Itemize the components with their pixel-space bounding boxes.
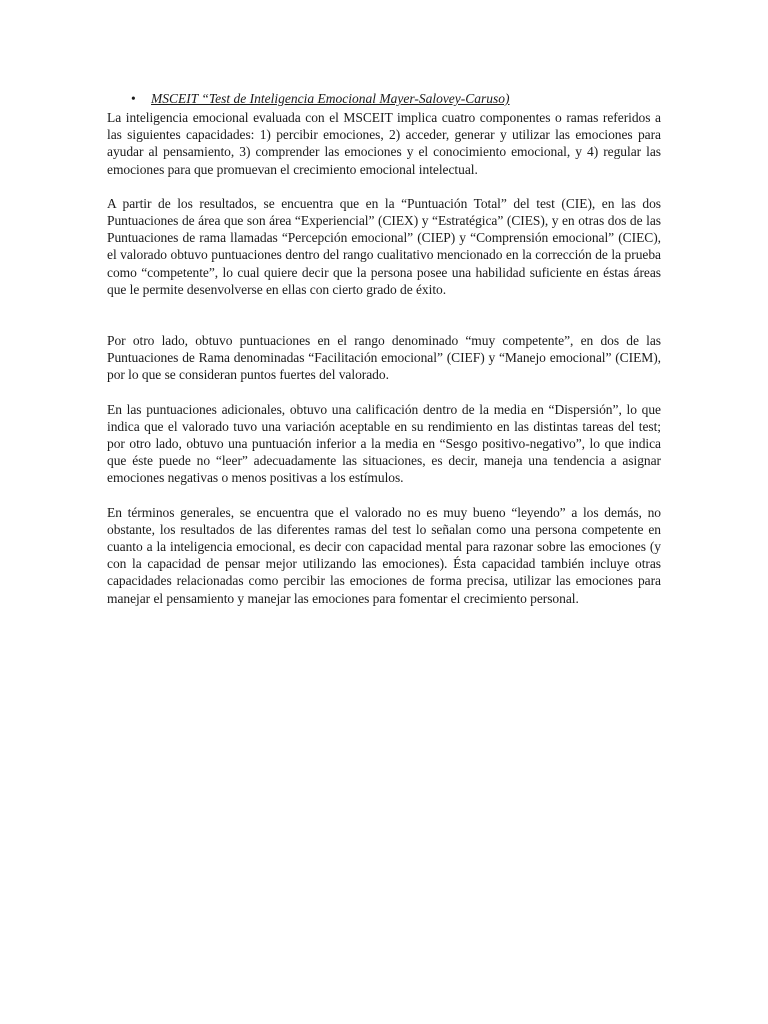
bullet-item [131,89,661,109]
section-title: MSCEIT “Test de Inteligencia Emocional Mayer-Salovey-Caruso) [151,91,510,106]
paragraph-spacer [107,178,661,195]
paragraph-intro: La inteligencia emocional evaluada con el MSCEIT implica cuatro componentes o ramas referidos a las siguientes capacidades: 1) percibir emociones, 2) acceder, generar y utilizar las emociones para ayudar al pensamiento, 3) comprender las emociones y el conocimiento emocional, y 4) regular las emociones para que promuevan el crecimiento emocional intelectual. [107,110,661,177]
paragraph-spacer [107,298,661,332]
paragraph-spacer [107,384,661,401]
paragraph-very-competent: Por otro lado, obtuvo puntuaciones en el rango denominado “muy competente”, en dos de las Puntuaciones de Rama denominadas “Facilitación emocional” (CIEF) y “Manejo emocional” (CIEM), por lo que se consideran puntos fuertes del valorado. [107,333,661,383]
paragraph-spacer [107,487,661,504]
paragraph-results: A partir de los resultados, se encuentra que en la “Puntuación Total” del test (CIE), en las dos Puntuaciones de área que son área “Experiencial” (CIEX) y “Estratégica” (CIES), y en otras dos de las Puntuaciones de rama llamadas “Percepción emocional” (CIEP) y “Comprensión emocional” (CIEC), el valorado obtuvo puntuaciones dentro del rango cualitativo mencionado en la corrección de la prueba como “competente”, lo cual quiere decir que la persona posee una habilidad suficiente en éstas áreas que le permite desenvolverse en ellas con cierto grado de éxito. [107,195,661,297]
bullet-icon: • [131,91,136,106]
paragraph-conclusion: En términos generales, se encuentra que el valorado no es muy bueno “leyendo” a los demás, no obstante, los resultados de las diferentes ramas del test lo señalan como una persona competente en cuanto a la inteligencia emocional, es decir con capacidad mental para razonar sobre las emociones (y con la capacidad de pensar mejor utilizando las emociones). Ésta capacidad también incluye otras capacidades relacionadas como percibir las emociones de forma precisa, utilizar las emociones para manejar el pensamiento y manejar las emociones para fomentar el crecimiento personal. [107,504,661,606]
paragraph-additional-scores: En las puntuaciones adicionales, obtuvo una calificación dentro de la media en “Dispersión”, lo que indica que el valorado tuvo una variación aceptable en su rendimiento en las distintas tareas del test; por otro lado, obtuvo una puntuación inferior a la media en “Sesgo positivo-negativo”, lo que indica que éste puede no “leer” adecuadamente las situaciones, es decir, maneja una tendencia a asignar emociones negativas o menos positivas a los estímulos. [107,401,661,486]
document-body [107,89,661,607]
